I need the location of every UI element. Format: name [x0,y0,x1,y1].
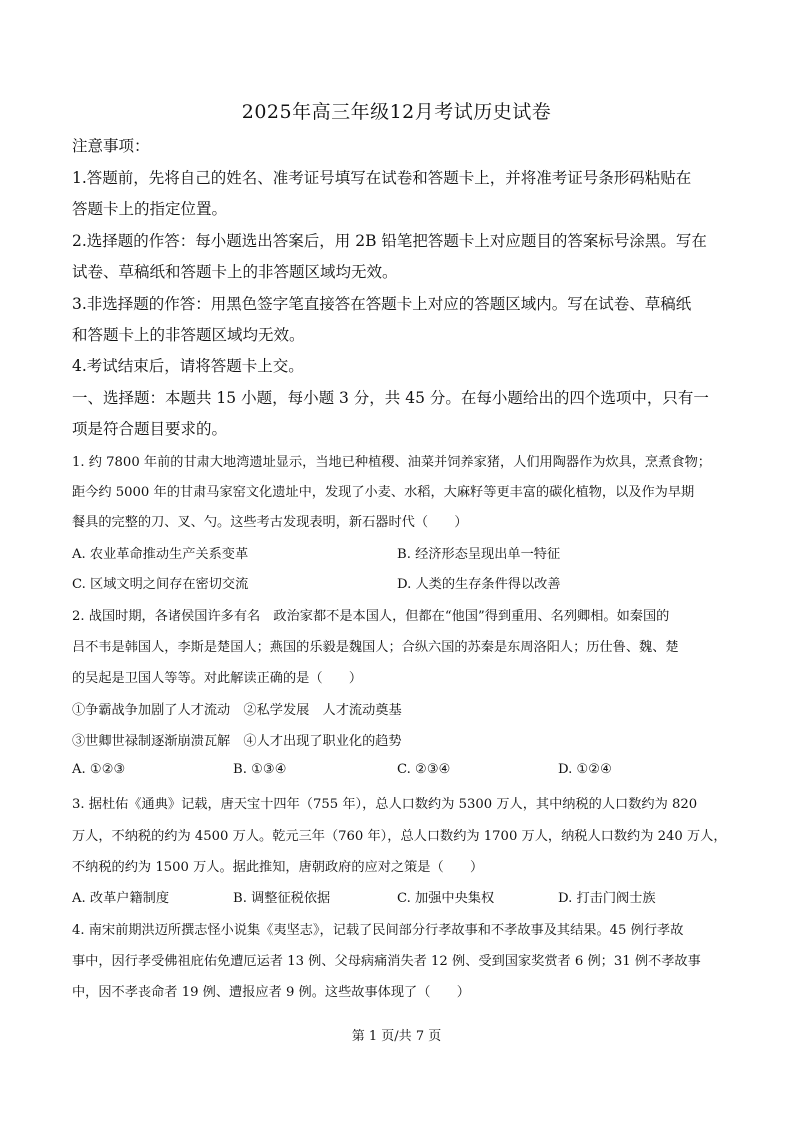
exam-title: 2025年高三年级12月考试历史试卷 [241,101,552,123]
question-3-text: 3. 据杜佑《通典》记载，唐天宝十四年（755 年），总人口数约为 5300 万人，其中纳税的人口数约为 820 [72,797,698,812]
question-3-option-c: C. 加强中央集权 [397,891,495,906]
notice-heading: 注意事项： [72,137,150,155]
question-1-text: 1. 约 7800 年前的甘肃大地湾遗址显示，当地已种植稷、油菜并饲养家猪，人们用陶器作为炊具，烹煮食物； [72,455,711,470]
question-1-option-a: A. 农业革命推动生产关系变革 [72,547,249,562]
notice-line: 4.考试结束后，请将答题卡上交。 [72,357,304,375]
notice-line: 2.选择题的作答：每小题选出答案后，用 2B 铅笔把答题卡上对应题目的答案标号涂黑。写在 [72,232,707,250]
notice-line: 答题卡上的指定位置。 [72,200,228,218]
notice-line: 试卷、草稿纸和答题卡上的非答题区域均无效。 [72,263,398,281]
question-3-text: 万人，不纳税的约为 4500 万人。乾元三年（760 年），总人口数约为 1700 万人，纳税人口数约为 240 万人， [72,829,727,844]
question-2-text: 的吴起是卫国人等等。对此解读正确的是（ ） [72,671,363,686]
question-1-option-b: B. 经济形态呈现出单一特征 [397,547,561,562]
question-2-option-c: C. ②③④ [397,762,451,777]
question-1-text: 餐具的完整的刀、叉、勺。这些考古发现表明，新石器时代（ ） [72,515,468,530]
question-4-text: 中，因不孝丧命者 19 例、遭报应者 9 例。这些故事体现了（ ） [72,985,470,1000]
question-1-option-c: C. 区域文明之间存在密切交流 [72,577,249,592]
section-heading: 项是符合题目要求的。 [72,420,228,438]
page-number: 第 1 页/共 7 页 [351,1029,442,1044]
question-2-option-d: D. ①②④ [558,762,612,777]
question-2-text: 吕不韦是韩国人，李斯是楚国人；燕国的乐毅是魏国人；合纵六国的苏秦是东周洛阳人；历仕鲁、魏、楚 [72,640,679,655]
question-1-text: 距今约 5000 年的甘肃马家窑文化遗址中，发现了小麦、水稻，大麻籽等更丰富的碳化植物，以及作为早期 [72,485,695,500]
notice-line: 3.非选择题的作答：用黑色签字笔直接答在答题卡上对应的答题区域内。写在试卷、草稿纸 [72,295,692,313]
notice-line: 1.答题前，先将自己的姓名、准考证号填写在试卷和答题卡上，并将准考证号条形码粘贴在 [72,169,692,187]
question-2-option-b: B. ①③④ [233,762,287,777]
question-4-text: 4. 南宋前期洪迈所撰志怪小说集《夷坚志》，记载了民间部分行孝故事和不孝故事及其结果。45 例行孝故 [72,923,684,938]
question-2-statement: ①争霸战争加剧了人才流动 ②私学发展 人才流动奠基 [72,703,402,718]
question-2-option-a: A. ①②③ [72,762,126,777]
question-3-option-d: D. 打击门阀士族 [558,891,656,906]
notice-line: 和答题卡上的非答题区域均无效。 [72,326,305,344]
question-4-text: 事中，因行孝受佛祖庇佑免遭厄运者 13 例、父母病痛消失者 12 例、受到国家奖赏者 6 例；31 例不孝故事 [72,954,701,969]
question-3-text: 不纳税的约为 1500 万人。据此推知，唐朝政府的应对之策是（ ） [72,860,484,875]
section-heading: 一、选择题：本题共 15 小题，每小题 3 分，共 45 分。在每小题给出的四个选项中，只有一 [72,389,709,407]
question-2-statement: ③世卿世禄制逐渐崩溃瓦解 ④人才出现了职业化的趋势 [72,734,402,749]
question-3-option-a: A. 改革户籍制度 [72,891,170,906]
question-2-text: 2. 战国时期，各诸侯国许多有名 政治家都不是本国人，但都在“他国”得到重用、名列卿相。如秦国的 [72,609,670,624]
question-1-option-d: D. 人类的生存条件得以改善 [397,577,561,592]
question-3-option-b: B. 调整征税依据 [233,891,331,906]
